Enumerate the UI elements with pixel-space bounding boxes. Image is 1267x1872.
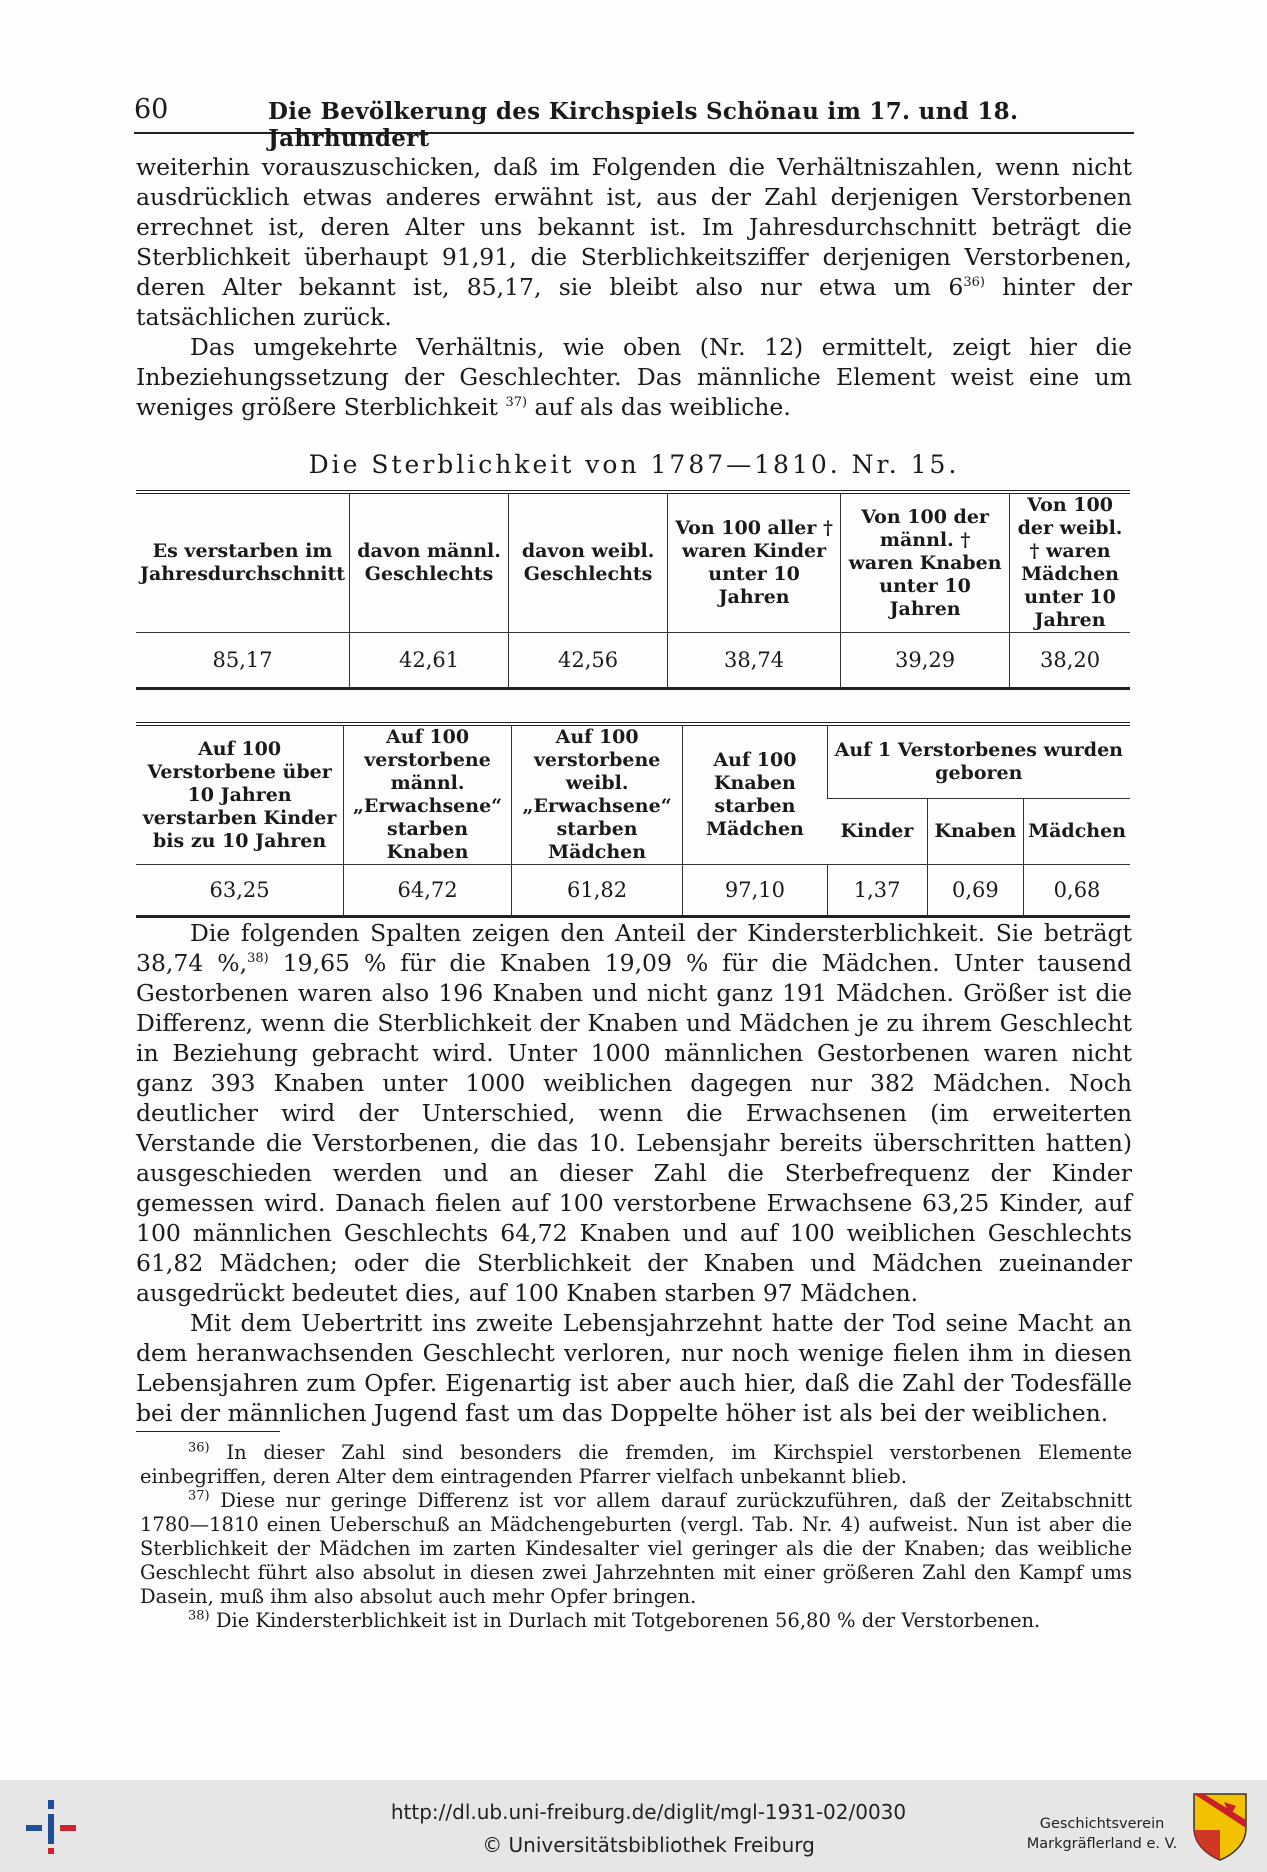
footnote-divider	[136, 1431, 280, 1432]
table-header: Auf 100 verstorbene männl. „Erwachsene“ starben Knaben	[344, 724, 512, 865]
paragraph-2: Das umgekehrte Verhältnis, wie oben (Nr. 12) ermittelt, zeigt hier die Inbeziehungssetzung der Geschlechter. Das männliche Element weist eine um weniges größere Sterblichkeit $^{37)}$ auf als das weibliche.	[136, 333, 1132, 421]
table-header-row	[136, 724, 1130, 798]
footnote-ref-37[interactable]: 37)	[505, 395, 528, 411]
running-title: Die Bevölkerung des Kirchspiels Schönau im 17. und 18. Jahrhundert	[268, 98, 1019, 152]
running-head	[134, 92, 1134, 152]
table-header: Von 100 aller † waren Kinder unter 10 Jahren	[668, 492, 841, 633]
paragraph-4: Mit dem Uebertritt ins zweite Lebensjahrzehnt hatte der Tod seine Macht an dem heranwachsenden Geschlecht verloren, nur noch wenige fielen ihm in diesen Lebensjahren zum Opfer. Eigenartig ist aber auch hier, daß die Zahl der Todesfälle bei der männlichen Jugend fast um das Doppelte höher ist als bei der weiblichen.	[136, 1309, 1132, 1427]
paragraph-1: weiterhin vorauszuschicken, daß im Folgenden die Verhältniszahlen, wenn nicht ausdrücklich etwas anderes erwähnt ist, aus der Zahl derjenigen Verstorbenen errechnet ist, deren Alter uns bekannt ist. Im Jahresdurchschnitt beträgt die Sterblichkeit überhaupt 91,91, die Sterblichkeitsziffer derjenigen Verstorbenen, deren Alter bekannt ist, 85,17, sie bleibt also nur etwa um 6$^{36)}$ hinter der tatsächlichen zurück.	[136, 153, 1133, 331]
table-cell: 38,74	[668, 633, 841, 689]
table-cell: 97,10	[683, 865, 827, 917]
table-cell: 42,61	[350, 633, 509, 689]
table-cell: 1,37	[827, 865, 927, 917]
table-header: Von 100 der männl. † waren Knaben unter 10 Jahren	[841, 492, 1010, 633]
body-text	[136, 918, 1132, 1428]
table-header: Auf 100 Verstorbene über 10 Jahren verstarben Kinder bis zu 10 Jahren	[142, 737, 337, 852]
mortality-table-1	[136, 490, 1130, 690]
table-cell: 42,56	[509, 633, 668, 689]
table-header: davon männl. Geschlechts	[350, 492, 509, 633]
table-cell: 0,68	[1024, 865, 1130, 917]
table-header: Auf 100 verstorbene weibl. „Erwachsene“ starben Mädchen	[511, 724, 682, 865]
table-title: Die Sterblichkeit von 1787—1810. Nr. 15.	[308, 450, 960, 479]
table-header: Auf 100 Knaben starben Mädchen	[683, 724, 827, 865]
viewer-footer	[0, 1780, 1267, 1872]
page-number: 60	[134, 94, 169, 125]
footnote-ref-36[interactable]: 36)	[963, 275, 985, 291]
table-subheader: Knaben	[927, 798, 1023, 864]
intro-text	[136, 152, 1132, 422]
footnote-37: $^{37)}$ Diese nur geringe Differenz ist vor allem darauf zurückzuführen, daß der Zeitabschnitt 1780—1810 einen Ueberschuß an Mädchengeburten (vergl. Tab. Nr. 4) aufweist. Nun ist aber die Sterblichkeit der Mädchen im zarten Kindesalter viel geringer als die der Knaben; das weibliche Geschlecht führt also absolut in diesen zwei Jahrzehnten mit einer größeren Zahl den Kampf ums Dasein, muß ihm also absolut auch mehr Opfer bringen.	[140, 1488, 1132, 1608]
table-subheader: Mädchen	[1024, 798, 1130, 864]
table-cell: 85,17	[212, 647, 273, 672]
society-name: Geschichtsverein Markgräflerland e. V.	[1026, 1816, 1178, 1852]
footnote-38: $^{38)}$ Die Kindersterblichkeit ist in Durlach mit Totgeborenen 56,80 % der Verstorbenen.	[188, 1608, 1041, 1632]
table-cell: 64,72	[344, 865, 512, 917]
table-header: Von 100 der weibl. † waren Mädchen unter 10 Jahren	[1010, 492, 1130, 633]
table-header: Es verstarben im Jahresdurchschnitt	[140, 540, 346, 585]
footnote-36: $^{36)}$ In dieser Zahl sind besonders die fremden, im Kirchspiel verstorbenen Elemente einbegriffen, deren Alter dem eintragenden Pfarrer vielfach unbekannt blieb.	[140, 1440, 1132, 1488]
paragraph-3: Die folgenden Spalten zeigen den Anteil der Kindersterblichkeit. Sie beträgt 38,74 %,$^{38)}$ 19,65 % für die Knaben 19,09 % für die Mädchen. Unter tausend Gestorbenen waren also 196 Knaben und nicht ganz 191 Mädchen. Größer ist die Differenz, wenn die Sterblichkeit der Knaben und Mädchen je zu ihrem Geschlecht in Beziehung gebracht wird. Unter 1000 männlichen Gestorbenen waren nicht ganz 393 Knaben unter 1000 weiblichen dagegen nur 382 Mädchen. Noch deutlicher wird der Unterschied, wenn die Erwachsenen (im erweiterten Verstande die Verstorbenen, die das 10. Lebensjahr bereits überschritten hatten) ausgeschieden werden und an dieser Zahl die Sterbefrequenz der Kinder gemessen wird. Danach fielen auf 100 verstorbene Erwachsene 63,25 Kinder, auf 100 männlichen Geschlechts 64,72 Knaben und auf 100 weiblichen Geschlechts 61,82 Mädchen; oder die Sterblichkeit der Knaben und Mädchen zueinander ausgedrückt bedeutet dies, auf 100 Knaben starben 97 Mädchen.	[136, 919, 1133, 1307]
table-header: davon weibl. Geschlechts	[509, 492, 668, 633]
table-cell: 61,82	[511, 865, 682, 917]
copyright-notice: © Universitätsbibliothek Freiburg	[482, 1833, 815, 1857]
table-row	[136, 865, 1130, 917]
table-header: Auf 1 Verstorbenes wurden geboren	[827, 724, 1130, 798]
table-cell: 63,25	[209, 877, 270, 902]
table-cell: 39,29	[841, 633, 1010, 689]
table-subheader: Kinder	[827, 798, 927, 864]
table-cell: 0,69	[927, 865, 1023, 917]
footnote-ref-38[interactable]: 38)	[247, 951, 269, 967]
mortality-table-2	[136, 722, 1130, 918]
table-row	[136, 633, 1130, 689]
table-header-row	[136, 492, 1130, 633]
footnotes	[140, 1441, 1132, 1633]
coat-of-arms-icon	[1190, 1790, 1250, 1862]
table-cell: 38,20	[1010, 633, 1130, 689]
permalink-url[interactable]: http://dl.ub.uni-freiburg.de/diglit/mgl-1931-02/0030	[390, 1800, 907, 1824]
